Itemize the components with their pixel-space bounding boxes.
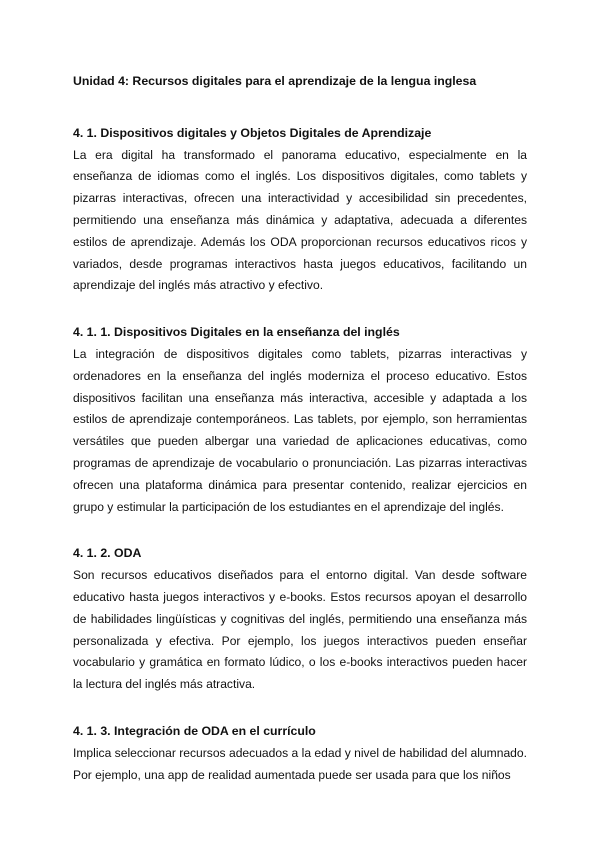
section-paragraph: La integración de dispositivos digitales como tablets, pizarras interactivas y ordenadores en la enseñanza del inglés moderniza el proceso educativo. Estos dispositivos facilitan una enseñanza más interactiva, accesible y adaptada a los estilos de aprendizaje contemporáneos. Las tablets, por ejemplo, son herramientas versátiles que pueden albergar una variedad de aplicaciones educativas, como programas de aprendizaje de vocabulario o pronunciación. Las pizarras interactivas ofrecen una plataforma dinámica para presentar contenido, realizar ejercicios en grupo y estimular la participación de los estudiantes en el aprendizaje del inglés. bbox=[73, 346, 527, 514]
section-4-1-1 bbox=[73, 322, 527, 518]
section-paragraph: Son recursos educativos diseñados para el entorno digital. Van desde software educativo hasta juegos interactivos y e-books. Estos recursos apoyan el desarrollo de habilidades lingüísticas y cognitivas del inglés, permitiendo una enseñanza más personalizada y efectiva. Por ejemplo, los juegos interactivos pueden enseñar vocabulario y gramática en formato lúdico, o los e-books interactivos pueden hacer la lectura del inglés más atractiva. bbox=[73, 568, 527, 692]
section-4-1-2 bbox=[73, 543, 527, 696]
unit-title: Unidad 4: Recursos digitales para el aprendizaje de la lengua inglesa bbox=[73, 74, 477, 88]
section-4-1 bbox=[73, 123, 527, 297]
section-paragraph: La era digital ha transformado el panorama educativo, especialmente en la enseñanza de idiomas como el inglés. Los dispositivos digitales, como tablets y pizarras interactivas, ofrecen una interactividad y accesibilidad sin precedentes, permitiendo una enseñanza más dinámica y adaptativa, adecuada a diferentes estilos de aprendizaje. Además los ODA proporcionan recursos educativos ricos y variados, desde programas interactivos hasta juegos educativos, facilitando un aprendizaje del inglés más atractivo y efectivo. bbox=[73, 147, 527, 293]
document-page bbox=[73, 71, 527, 811]
section-heading: 4. 1. 2. ODA bbox=[73, 546, 142, 561]
section-4-1-3 bbox=[73, 721, 527, 786]
section-heading: 4. 1. Dispositivos digitales y Objetos Digitales de Aprendizaje bbox=[73, 125, 432, 140]
section-paragraph: Implica seleccionar recursos adecuados a la edad y nivel de habilidad del alumnado. Por ejemplo, una app de realidad aumentada puede ser usada para que los niños bbox=[73, 745, 527, 782]
section-heading: 4. 1. 1. Dispositivos Digitales en la enseñanza del inglés bbox=[73, 325, 400, 340]
section-heading: 4. 1. 3. Integración de ODA en el currículo bbox=[73, 723, 316, 738]
